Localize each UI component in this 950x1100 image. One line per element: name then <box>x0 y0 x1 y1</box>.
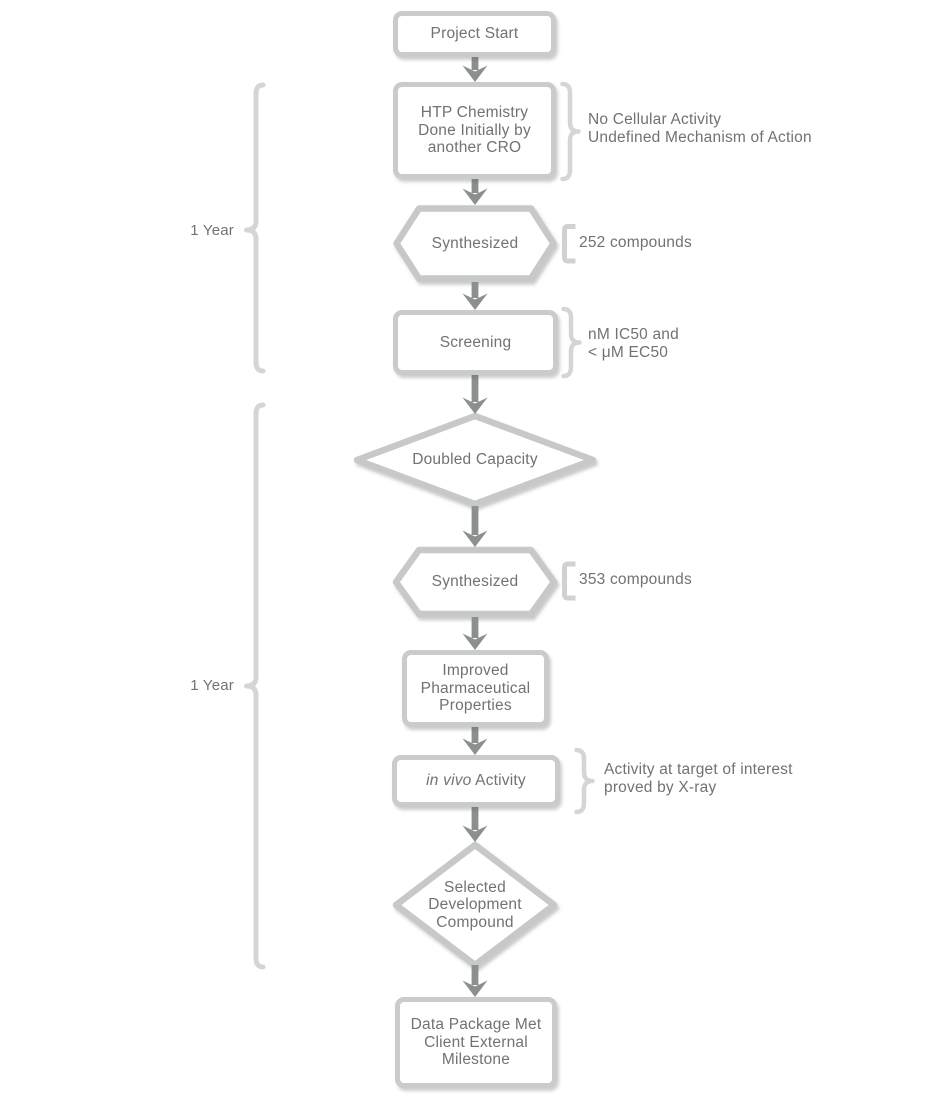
node-label-line: Properties <box>439 697 512 715</box>
annotation-line: No Cellular Activity <box>588 111 722 128</box>
node-synthesized-1-label <box>393 205 557 282</box>
right-curly-brace-screening <box>564 309 580 376</box>
right-curly-brace-invivo <box>577 750 593 812</box>
node-label-line: another CRO <box>427 139 522 157</box>
node-htp-chemistry <box>393 82 556 179</box>
annotation-252-compounds <box>579 234 692 252</box>
node-screening <box>393 310 558 375</box>
annotation-line: < μM EC50 <box>588 343 669 361</box>
node-data-package <box>395 997 557 1088</box>
node-label-line: Data Package Met <box>410 1016 542 1034</box>
node-improved-properties <box>402 650 549 727</box>
left-curly-brace-year-2 <box>247 405 264 967</box>
annotation-line: proved by X-ray <box>604 778 717 796</box>
down-arrow-icon-4 <box>463 375 488 414</box>
down-arrow-icon-7 <box>463 727 488 755</box>
node-label-line: Milestone <box>441 1051 511 1069</box>
square-bracket-252 <box>565 227 576 262</box>
down-arrow-icon-2 <box>463 179 488 205</box>
node-label-italic: in vivo <box>426 772 472 790</box>
annotation-line: 353 compounds <box>579 571 692 588</box>
node-label-line: HTP Chemistry <box>420 104 529 122</box>
node-label: Synthesized <box>431 234 519 252</box>
node-project-start <box>393 11 556 57</box>
annotation-line: Activity at target of interest <box>604 761 793 778</box>
node-in-vivo-activity <box>392 755 560 807</box>
down-arrow-icon-1 <box>463 56 488 82</box>
annotation-invivo-note <box>604 761 793 796</box>
right-curly-brace-htp <box>563 84 579 179</box>
annotation-353-compounds <box>579 571 692 589</box>
node-label: Screening <box>439 333 512 351</box>
node-label-line: Compound <box>436 913 514 931</box>
node-label-line: Done Initially by <box>418 121 531 139</box>
down-arrow-icon-3 <box>463 282 488 310</box>
down-arrow-icon-6 <box>463 617 488 650</box>
node-label: Doubled Capacity <box>412 451 538 469</box>
node-selected-compound-label <box>393 842 557 968</box>
annotation-htp-note <box>588 111 812 146</box>
timeline-label-year-2: 1 Year <box>190 677 234 694</box>
annotation-line: Undefined Mechanism of Action <box>588 128 812 146</box>
node-doubled-capacity-label <box>355 413 595 507</box>
down-arrow-icon-5 <box>463 506 488 547</box>
down-arrow-icon-8 <box>463 807 488 842</box>
annotation-screening-note <box>588 326 679 361</box>
square-bracket-353 <box>565 564 576 598</box>
left-curly-brace-year-1 <box>247 85 264 371</box>
annotation-line: 252 compounds <box>579 234 692 251</box>
node-label: Synthesized <box>431 573 519 591</box>
node-label <box>426 772 526 790</box>
node-synthesized-2-label <box>393 547 557 617</box>
node-label-line: Development <box>428 896 522 914</box>
annotation-line: nM IC50 and <box>588 326 679 343</box>
node-label-rest: Activity <box>471 772 526 790</box>
node-label-line: Pharmaceutical <box>420 679 531 697</box>
node-label-line: Selected <box>444 878 506 896</box>
node-label-line: Client External <box>424 1033 528 1051</box>
node-label: Project Start <box>430 25 519 43</box>
down-arrow-icon-9 <box>463 965 488 997</box>
node-label-line: Improved <box>442 662 509 680</box>
timeline-label-year-1: 1 Year <box>190 222 234 239</box>
